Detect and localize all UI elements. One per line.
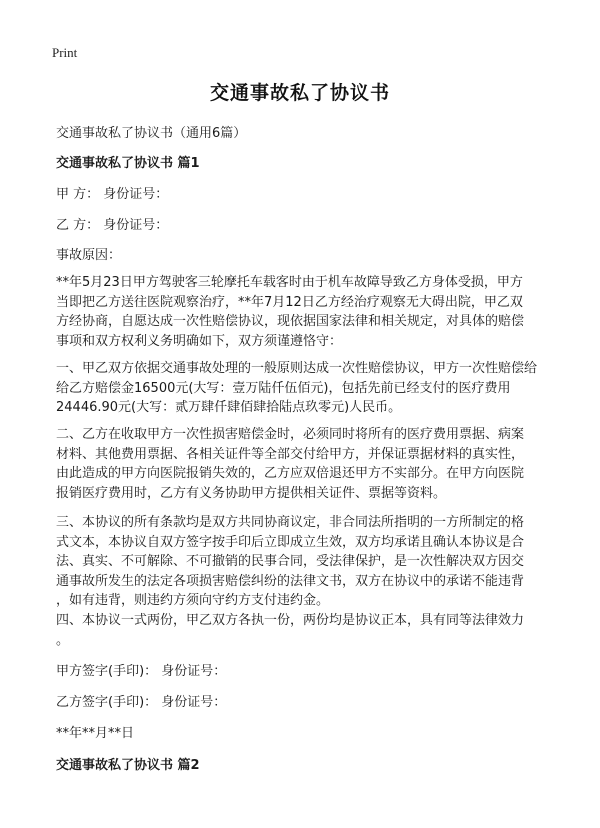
signature-b-line: 乙方签字(手印)： 身份证号： [56, 695, 227, 710]
date-line: **年**月**日 [56, 726, 135, 741]
clause-4-paragraph [56, 611, 552, 650]
party-a-line: 甲 方： 身份证号： [56, 187, 169, 202]
text-line: 。 [56, 632, 70, 648]
text-line: 通事故所发生的法定各项损害赔偿纠纷的法律文书，双方在协议中的承诺不能违背 [56, 573, 525, 589]
section-heading-2: 交通事故私了协议书 篇2 [56, 758, 200, 773]
text-line: 给乙方赔偿金16500元(大写：壹万陆仟伍佰元)，包括先前已经支付的医疗费用 [56, 380, 511, 396]
text-line: 法、真实、不可解除、不可撤销的民事合同，受法律保护，是一次性解决双方因交 [56, 554, 525, 569]
text-line: 报销医疗费用时，乙方有义务协助甲方提供相关证件、票据等资料。 [56, 485, 447, 501]
cause-line: 事故原因： [56, 248, 122, 263]
text-line: ，如有违背，则违约方须向守约方支付违约金。 [56, 593, 330, 608]
text-line: 当即把乙方送往医院观察治疗，**年7月12日乙方经治疗观察无大碍出院，甲乙双 [56, 294, 523, 310]
text-line: 24446.90元(大写：贰万肆仟肆佰肆拾陆点玖零元)人民币。 [56, 400, 402, 415]
text-line: 一、甲乙双方依据交通事故处理的一般原则达成一次性赔偿协议，甲方一次性赔偿给 [56, 361, 538, 376]
text-line: 事项和双方权利义务明确如下，双方须谨遵恪守： [56, 333, 343, 349]
clause-1-paragraph [56, 359, 552, 418]
text-line: 式文本，本协议自双方签字按手印后立即成立生效，双方均承诺且确认本协议是合 [56, 534, 525, 550]
text-line: **年5月23日甲方驾驶客三轮摩托车载客时由于机车故障导致乙方身体受损，甲方 [56, 275, 523, 290]
text-line: 方经协商，自愿达成一次性赔偿协议，现依据国家法律和相关规定，对具体的赔偿 [56, 314, 525, 329]
document-subtitle: 交通事故私了协议书（通用6篇） [56, 126, 247, 141]
text-line: 二、乙方在收取甲方一次性损害赔偿金时，必须同时将所有的医疗费用票据、病案 [56, 427, 525, 442]
text-line: 材料、其他费用票据、各相关证件等全部交付给甲方，并保证票据材料的真实性， [56, 446, 525, 462]
print-label[interactable]: Print [52, 45, 78, 60]
text-line: 三、本协议的所有条款均是双方共同协商议定，非合同法所指明的一方所制定的格 [56, 515, 525, 530]
text-line: 由此造成的甲方向医院报销失效的，乙方应双倍退还甲方不实部分。在甲方向医院 [56, 466, 525, 481]
clause-3-paragraph [56, 513, 552, 611]
party-b-line: 乙 方： 身份证号： [56, 218, 169, 233]
signature-a-line: 甲方签字(手印)： 身份证号： [56, 664, 227, 679]
document-title: 交通事故私了协议书 [209, 82, 390, 104]
intro-paragraph [56, 273, 552, 351]
text-line: 四、本协议一式两份，甲乙双方各执一份，两份均是协议正本，具有同等法律效力 [56, 613, 525, 628]
clause-2-paragraph [56, 425, 552, 503]
section-heading-1: 交通事故私了协议书 篇1 [56, 156, 200, 171]
